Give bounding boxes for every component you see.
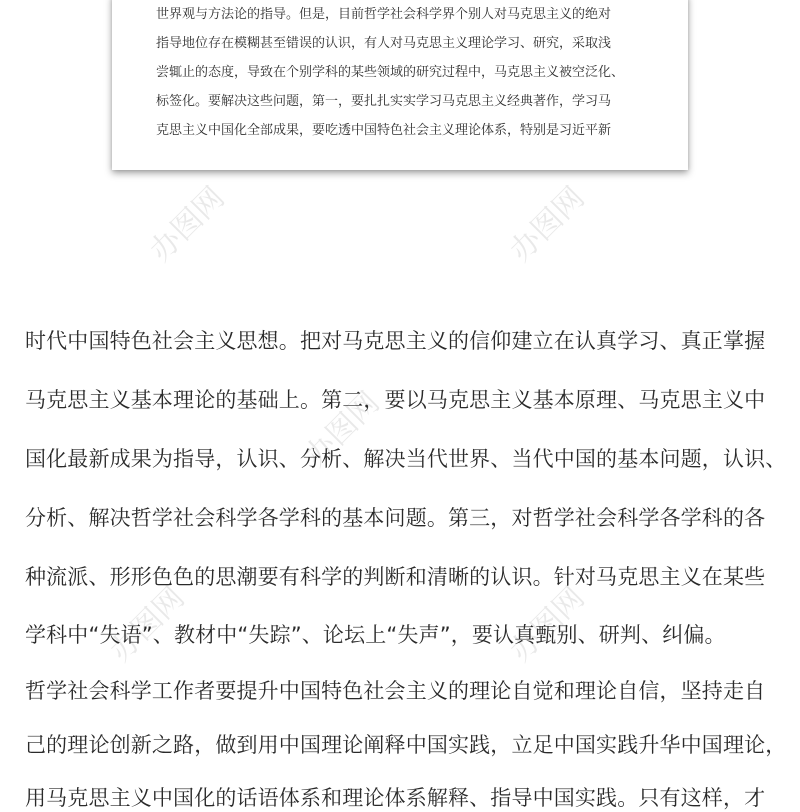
body-line: 学科中“失语”、教材中“失踪”、论坛上“失声”，要认真甄别、研判、纠偏。 [25,623,726,647]
watermark: 办图网 [143,180,232,269]
card-line: 标签化。要解决这些问题，第一，要扎扎实实学习马克思主义经典著作，学习马 [156,94,612,109]
body-line: 己的理论创新之路，做到用中国理论阐释中国实践，立足中国实践升华中国理论， [25,733,787,757]
watermark: 办图网 [503,580,592,669]
watermark: 办图网 [503,180,592,269]
body-line: 种流派、形形色色的思潮要有科学的判断和清晰的认识。针对马克思主义在某些 [25,565,766,589]
document-preview-card [112,0,688,170]
watermark: 办图网 [103,580,192,669]
body-line: 哲学社会科学工作者要提升中国特色社会主义的理论自觉和理论自信，坚持走自 [25,679,766,703]
card-line: 指导地位存在模糊甚至错误的认识，有人对马克思主义理论学习、研究，采取浅 [156,36,612,51]
body-line: 用马克思主义中国化的话语体系和理论体系解释、指导中国实践。只有这样，才 [25,786,766,810]
body-line: 国化最新成果为指导，认识、分析、解决当代世界、当代中国的基本问题，认识、 [25,447,787,471]
card-paragraph [112,0,688,145]
card-line: 克思主义中国化全部成果，要吃透中国特色社会主义理论体系，特别是习近平新 [156,123,612,138]
card-line: 世界观与方法论的指导。但是，目前哲学社会科学界个别人对马克思主义的绝对 [156,7,612,22]
body-line: 分析、解决哲学社会科学各学科的基本问题。第三，对哲学社会科学各学科的各 [25,506,766,530]
body-line: 时代中国特色社会主义思想。把对马克思主义的信仰建立在认真学习、真正掌握 [25,329,766,353]
card-line: 尝辄止的态度，导致在个别学科的某些领域的研究过程中，马克思主义被空泛化、 [156,65,625,80]
body-line: 马克思主义基本理论的基础上。第二，要以马克思主义基本原理、马克思主义中 [25,388,766,412]
watermark: 办图网 [298,385,387,474]
